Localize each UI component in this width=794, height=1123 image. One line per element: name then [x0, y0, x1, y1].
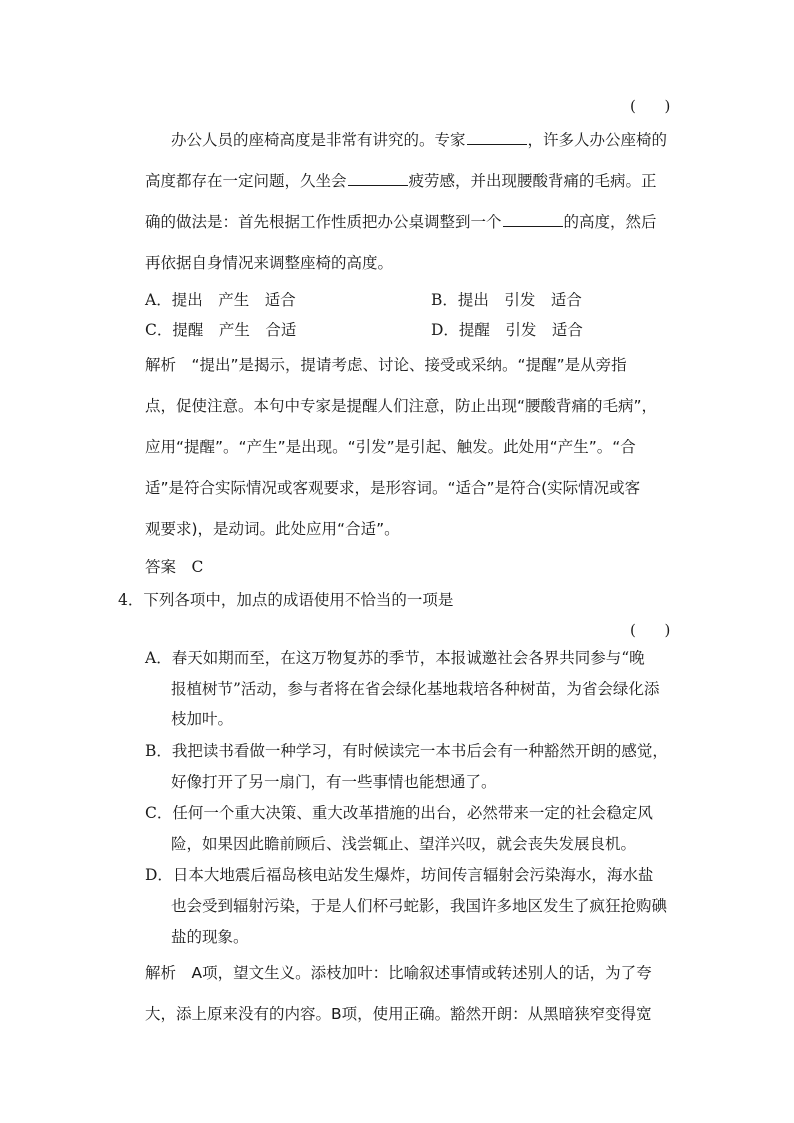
passage-line-4: 再依据自身情况来调整座椅的高度。	[145, 254, 394, 272]
fill-blank-1	[467, 130, 527, 145]
analysis-line-2: 大，添上原来没有的内容。B项，使用正确。豁然开朗：从黑暗狭窄变得宽	[145, 1005, 652, 1023]
answer-line: 答案 C	[145, 558, 204, 576]
passage-line-2	[145, 171, 657, 191]
analysis-line-2: 点，促使注意。本句中专家是提醒人们注意，防止出现“腰酸背痛的毛病”，	[145, 397, 658, 415]
option-c: C．提醒 产生 合适	[145, 321, 297, 339]
answer-bracket: ( )	[630, 97, 671, 115]
passage-text: 的高度，然后	[563, 213, 657, 231]
option-d-line-1: D．日本大地震后福岛核电站发生爆炸，坊间传言辐射会污染海水，海水盐	[145, 866, 654, 884]
analysis-line-4: 适”是符合实际情况或客观要求，是形容词。“适合”是符合(实际情况或客	[145, 479, 641, 497]
option-b-line-1: B．我把读书看做一种学习，有时候读完一本书后会有一种豁然开朗的感觉，	[145, 742, 668, 760]
analysis-line-3: 应用“提醒”。“产生”是出现。“引发”是引起、触发。此处用“产生”。“合	[145, 438, 636, 456]
option-b-line-2: 好像打开了另一扇门，有一些事情也能想通了。	[171, 773, 497, 791]
passage-text: 办公人员的座椅高度是非常有讲究的。专家	[171, 131, 466, 149]
option-d-line-3: 盐的现象。	[171, 928, 249, 946]
option-a-line-3: 枝加叶。	[171, 710, 234, 728]
passage-text: 确的做法是：首先根据工作性质把办公桌调整到一个	[145, 213, 502, 231]
option-d: D．提醒 引发 适合	[431, 321, 583, 339]
analysis-line-1: 解析 “提出”是揭示，提请考虑、讨论、接受或采纳。“提醒”是从旁指	[145, 356, 627, 374]
option-b: B．提出 引发 适合	[431, 291, 582, 309]
option-a: A．提出 产生 适合	[145, 291, 296, 309]
passage-text: ，许多人办公座椅的	[527, 131, 668, 149]
fill-blank-3	[503, 212, 563, 227]
option-a-line-2: 报植树节”活动，参与者将在省会绿化基地栽培各种树苗，为省会绿化添	[171, 680, 660, 698]
passage-line-3	[145, 212, 657, 232]
option-c-line-1: C．任何一个重大决策、重大改革措施的出台，必然带来一定的社会稳定风	[145, 804, 653, 822]
passage-line-1	[171, 130, 667, 150]
passage-text: 高度都存在一定问题，久坐会	[145, 172, 347, 190]
passage-text: 疲劳感，并出现腰酸背痛的毛病。正	[408, 172, 657, 190]
analysis-line-5: 观要求)，是动词。此处应用“合适”。	[145, 520, 400, 538]
option-c-line-2: 险，如果因此瞻前顾后、浅尝辄止、望洋兴叹，就会丧失发展良机。	[171, 835, 637, 853]
question-4-stem: 4．下列各项中，加点的成语使用不恰当的一项是	[118, 591, 454, 609]
answer-bracket: ( )	[630, 621, 671, 639]
analysis-line-1: 解析 A项，望文生义。添枝加叶：比喻叙述事情或转述别人的话，为了夸	[145, 964, 652, 982]
option-d-line-2: 也会受到辐射污染，于是人们杯弓蛇影，我国许多地区发生了疯狂抢购碘	[171, 897, 668, 915]
option-a-line-1: A．春天如期而至，在这万物复苏的季节，本报诚邀社会各界共同参与“晚	[145, 649, 645, 667]
fill-blank-2	[348, 171, 408, 186]
